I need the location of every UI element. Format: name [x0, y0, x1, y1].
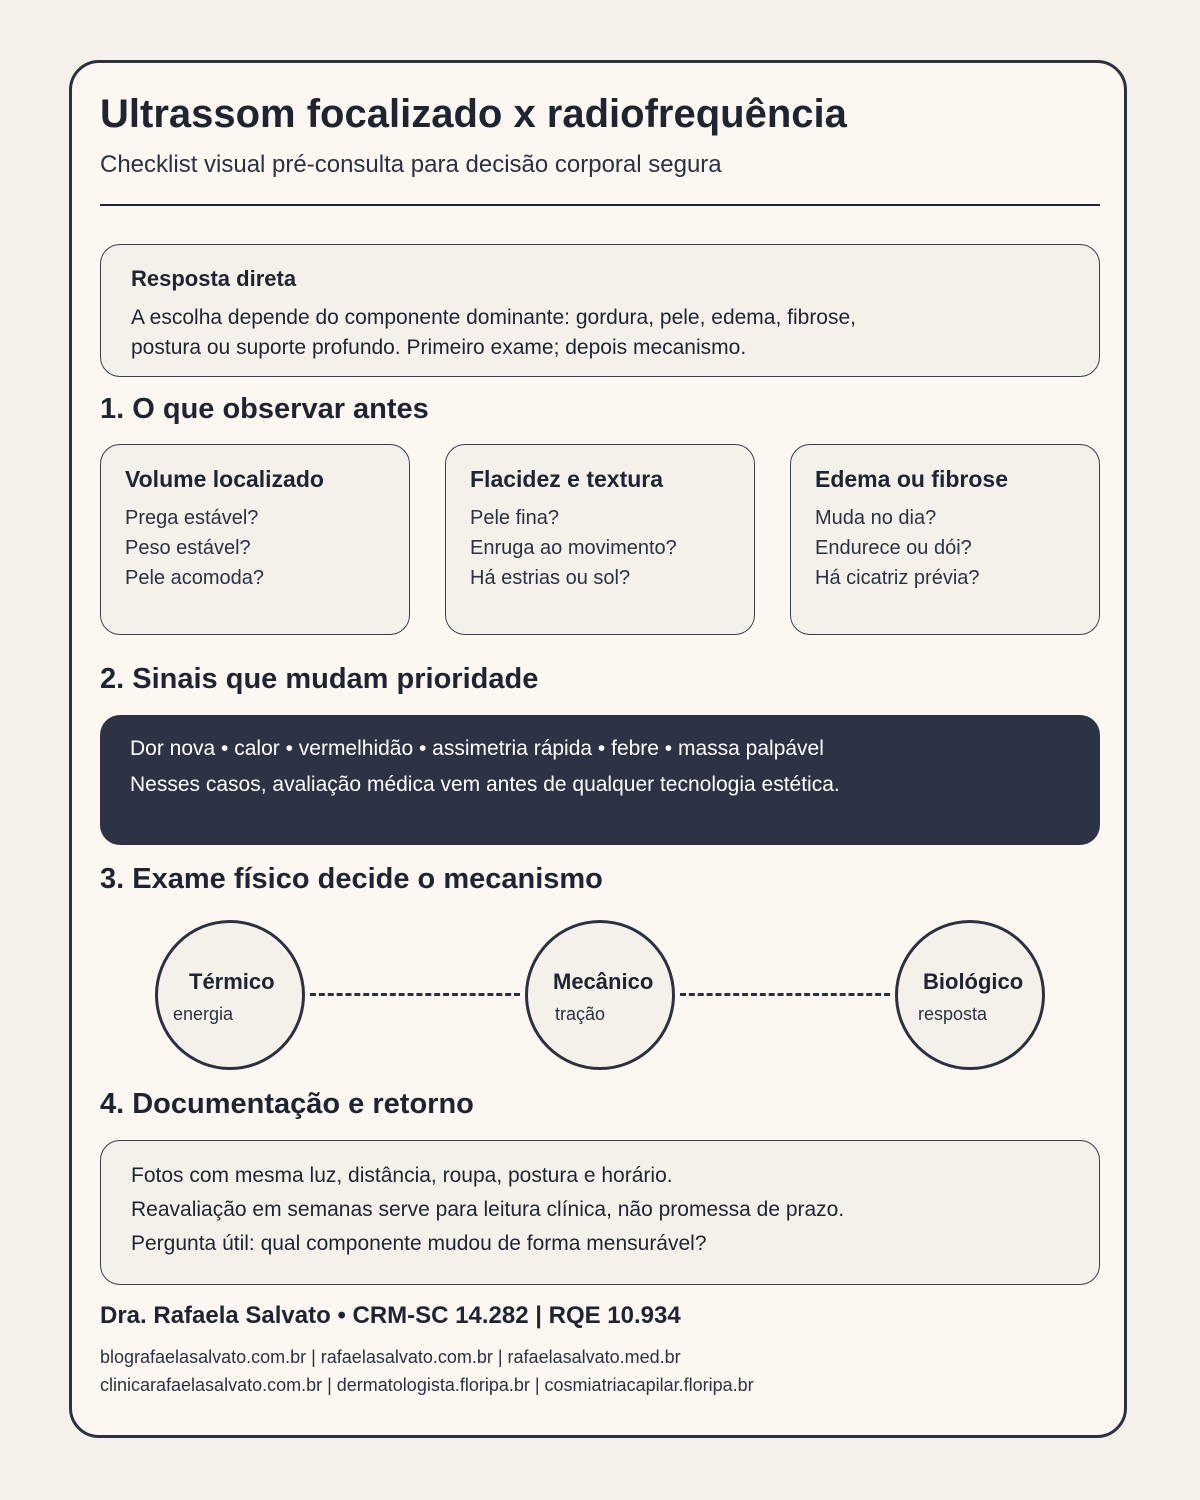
observe-card-title: Edema ou fibrose [815, 466, 1008, 492]
mechanism-node-mechanical [525, 920, 675, 1070]
observe-card-item: Endurece ou dói? [815, 537, 972, 559]
mechanism-node-sub: resposta [918, 1004, 988, 1024]
mechanism-node-name: Biológico [923, 969, 1024, 994]
title-divider [100, 204, 1100, 206]
mechanism-node-sub: tração [555, 1004, 606, 1024]
warning-signs-box [100, 715, 1100, 845]
observe-card-edema [790, 444, 1100, 635]
section-title-observe: 1. O que observar antes [100, 393, 429, 425]
observe-card-item: Enruga ao movimento? [470, 537, 677, 559]
observe-card-volume [100, 444, 410, 635]
documentation-box [100, 1140, 1100, 1285]
observe-card-item: Prega estável? [125, 507, 259, 529]
observe-card-item: Pele acomoda? [125, 567, 264, 589]
direct-answer-line: postura ou suporte profundo. Primeiro exame; depois mecanismo. [131, 336, 747, 359]
website-list: clinicarafaelasalvato.com.br | dermatologista.floripa.br | cosmiatriacapilar.floripa.br [100, 1375, 754, 1395]
warning-signs-list: Dor nova • calor • vermelhidão • assimetria rápida • febre • massa palpável [130, 737, 824, 760]
observe-card-item: Pele fina? [470, 507, 559, 529]
documentation-line: Reavaliação em semanas serve para leitura clínica, não promessa de prazo. [131, 1198, 845, 1221]
observe-card-item: Há cicatriz prévia? [815, 567, 980, 589]
section-title-warning-signs: 2. Sinais que mudam prioridade [100, 663, 539, 695]
documentation-line: Pergunta útil: qual componente mudou de forma mensurável? [131, 1232, 707, 1255]
mechanism-node-name: Térmico [189, 969, 275, 994]
section-title-mechanism: 3. Exame físico decide o mecanismo [100, 863, 603, 895]
direct-answer-line: A escolha depende do componente dominante: gordura, pele, edema, fibrose, [131, 306, 857, 329]
mechanism-node-sub: energia [173, 1004, 234, 1024]
author-credentials: Dra. Rafaela Salvato • CRM-SC 14.282 | RQE 10.934 [100, 1302, 681, 1329]
connector-line [680, 993, 890, 996]
direct-answer-heading: Resposta direta [131, 266, 297, 291]
documentation-line: Fotos com mesma luz, distância, roupa, postura e horário. [131, 1164, 673, 1187]
observe-card-item: Peso estável? [125, 537, 251, 559]
observe-card-item: Há estrias ou sol? [470, 567, 631, 589]
observe-card-item: Muda no dia? [815, 507, 937, 529]
page-title: Ultrassom focalizado x radiofrequência [100, 92, 847, 136]
observe-card-title: Flacidez e textura [470, 466, 664, 492]
mechanism-node-name: Mecânico [553, 969, 654, 994]
observe-card-title: Volume localizado [125, 466, 324, 492]
mechanism-node-biological [895, 920, 1045, 1070]
warning-signs-note: Nesses casos, avaliação médica vem antes de qualquer tecnologia estética. [130, 773, 840, 796]
mechanism-node-thermal [155, 920, 305, 1070]
connector-line [310, 993, 520, 996]
website-list: blografaelasalvato.com.br | rafaelasalvato.com.br | rafaelasalvato.med.br [100, 1347, 681, 1367]
observe-card-flaccidity [445, 444, 755, 635]
direct-answer-box [100, 244, 1100, 377]
section-title-documentation: 4. Documentação e retorno [100, 1088, 474, 1120]
page-subtitle: Checklist visual pré-consulta para decisão corporal segura [100, 151, 722, 178]
